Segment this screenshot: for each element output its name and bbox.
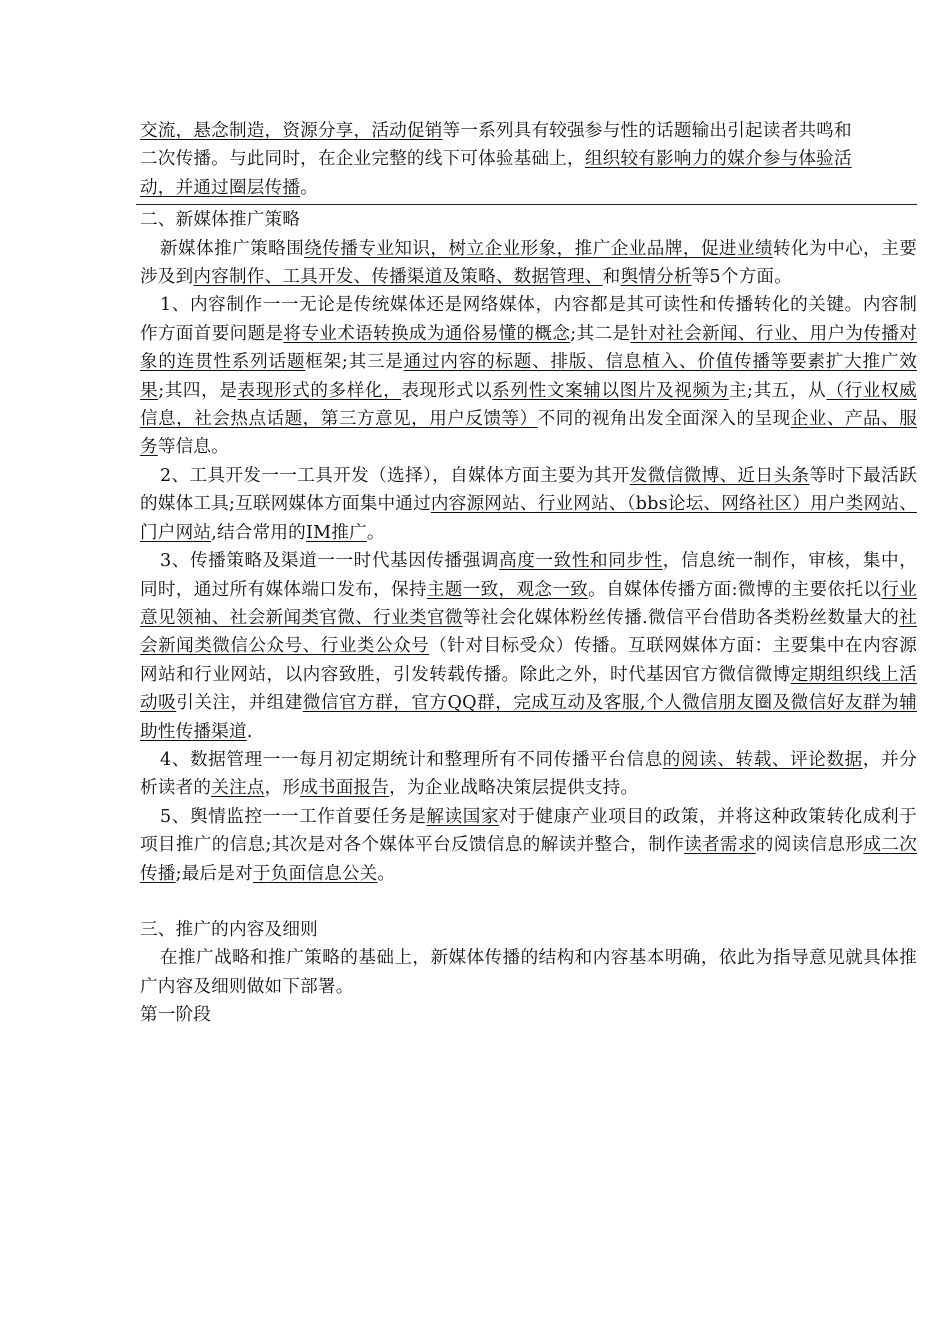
tool-development-paragraph: 2、工具开发一一工具开发（选择），自媒体方面主要为其开发微信微博、近日头条等时下最活跃的媒体工具;互联网媒体方面集中通过内容源网站、行业网站、（bbs论坛、网络社区）用户类网站、门户网站,结合常用的IM推广。 <box>140 465 917 543</box>
content-production-paragraph: 1、内容制作一一无论是传统媒体还是网络媒体，内容都是其可读性和传播转化的关键。内容制作方面首要问题是将专业术语转换成为通俗易懂的概念;其二是针对社会新闻、行业、用户为传播对象的连贯性系列话题框架;其三是通过内容的标题、排版、信息植入、价值传播等要素扩大推广效果;其四，是表现形式的多样化，表现形式以系列性文案辅以图片及视频为主;其五，从（行业权威信息，社会热点话题，第三方意见，用户反馈等）不同的视角出发全面深入的呈现企业、产品、服务等信息。 <box>140 295 918 458</box>
data-management-paragraph: 4、数据管理一一每月初定期统计和整理所有不同传播平台信息的阅读、转载、评论数据，并分析读者的关注点，形成书面报告，为企业战略决策层提供支持。 <box>140 749 918 799</box>
deployment-intro-paragraph: 在推广战略和推广策略的基础上，新媒体传播的结构和内容基本明确，依此为指导意见就具体推广内容及细则做如下部署。 <box>140 948 917 997</box>
intro-underlined: 交流，悬念制造，资源分享，活动促销 <box>140 121 443 141</box>
public-opinion-paragraph: 5、舆情监控一一工作首要任务是解读国家对于健康产业项目的政策，并将这种政策转化成利于项目推广的信息;其次是对各个媒体平台反馈信息的解读并整合，制作读者需求的阅读信息形成二次传播;最后是对于负面信息公关。 <box>140 806 917 884</box>
strategy-intro-paragraph: 新媒体推广策略围绕传播专业知识，树立企业形象，推广企业品牌，促进业绩转化为中心，主要涉及到内容制作、工具开发、传播渠道及策略、数据管理、和舆情分析等5个方面。 <box>140 238 917 288</box>
blank-line <box>140 888 917 916</box>
document-page <box>140 117 917 1030</box>
channel-strategy-paragraph: 3、传播策略及渠道一一时代基因传播强调高度一致性和同步性，信息统一制作，审核，集中，同时，通过所有媒体端口发布，保持主题一致，观念一致。自媒体传播方面:微博的主要依托以行业意见领袖、社会新闻类官微、行业类官微等社会化媒体粉丝传播.微信平台借助各类粉丝数量大的社会新闻类微信公众号、行业类公众号（针对目标受众）传播。互联网媒体方面：主要集中在内容源网站和行业网站，以内容致胜，引发转载传播。除此之外，时代基因官方微信微博定期组织线上活动吸引关注，并组建微信官方群，官方QQ群，完成互动及客服,个人微信朋友圈及微信好友群为辅助性传播渠道. <box>140 551 918 742</box>
section-heading-3: 三、推广的内容及细则 <box>140 919 318 940</box>
stage-heading: 第一阶段 <box>140 1005 212 1026</box>
intro-paragraph: 交流，悬念制造，资源分享，活动促销等一系列具有较强参与性的话题输出引起读者共鸣和 二次传播。与此同时，在企业完整的线下可体验基础上，组织较有影响力的媒介参与体验活 动，并通过圈层传播。 <box>140 121 852 198</box>
section-heading-2: 二、新媒体推广策略 <box>140 210 301 231</box>
horizontal-rule <box>136 204 917 205</box>
